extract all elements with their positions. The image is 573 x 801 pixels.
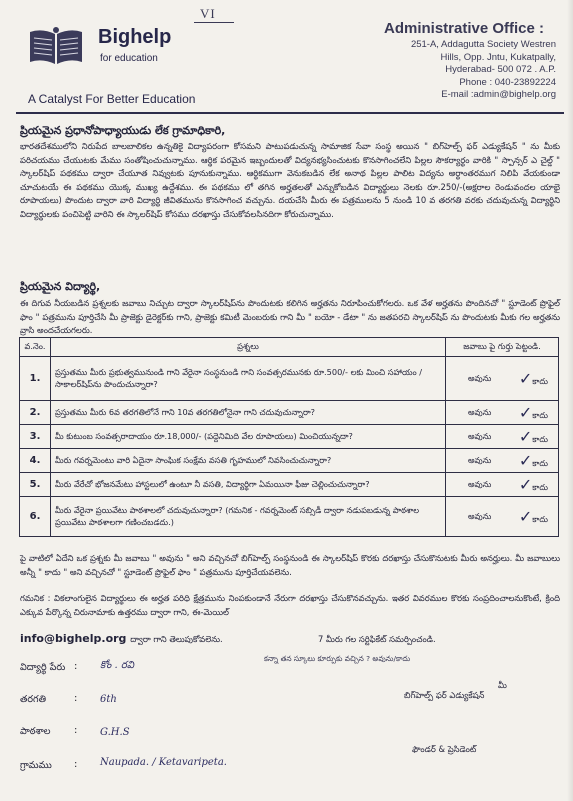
answer-cell[interactable] bbox=[446, 473, 559, 497]
checkmark-icon: ✓ bbox=[518, 427, 533, 446]
no-option[interactable]: కాదు bbox=[532, 482, 548, 492]
bighelp-logo bbox=[24, 16, 88, 72]
question-text: మీరు వేరైనా ప్రయివేటు పాఠశాలలో చదువుచున్నారా? (గమనిక - గవర్నమెంట్ సబ్సిడీ ద్వారా నడుపబడున్న పాఠశాల ప్రయివేటు పాఠశాలగా గణించబడదు.) bbox=[51, 497, 446, 537]
village-value[interactable]: Naupada. / Ketavaripeta. bbox=[100, 757, 227, 768]
student-name-value[interactable]: కోం . రవి bbox=[100, 660, 134, 671]
office-address-block bbox=[384, 20, 564, 102]
row-number: 4. bbox=[20, 449, 51, 473]
instruction-paragraph: ఈ దిగువ నీయబడిన ప్రశ్నలకు జవాబు నిచ్చుట ద్వారా స్కాలర్‌షిప్‌ను పొందుటకు కలిగిన అర్హతను నిరూపించుకోగలరు. ఒక వేళ అర్హతను పొందినచో " స్టూడెంట్ ప్రొఫైల్ ఫాం " పత్రమును పూర్తిచేసి మీ ప్రాజెక్టు డైరెక్టర్‌కు గాని, ప్రాజెక్టు కమిటీ మెంబరుకు గాని మీ " బయో - డేటా " ను జతపరచి స్కాలర్‌షిప్ ను పొందుటకు మీకు గల అర్హతను వ్రాసి అందచేయగలరు. bbox=[20, 298, 560, 336]
table-header-row bbox=[20, 338, 559, 357]
answer-cell[interactable] bbox=[446, 425, 559, 449]
scan-shadow bbox=[567, 0, 573, 801]
checkmark-icon: ✓ bbox=[518, 451, 533, 470]
signature-founder: ఫౌండర్ & ప్రెసిడెంట్ bbox=[412, 744, 477, 754]
signature-yours: మీ bbox=[498, 680, 507, 690]
answer-cell[interactable] bbox=[446, 357, 559, 401]
info-email-link[interactable]: info@bighelp.org bbox=[20, 632, 127, 645]
intro-paragraph: భారతదేశములోని నిరుపేద బాలబాలికల ఉన్నతికై విద్యాపరంగా కోసమని పాటుపడుచున్న సామాజిక సేవా సంస్థ అయిన " బిగ్‌హెల్ప్ ఫర్ ఎడ్యుకేషన్ " ను మీకు పరిచయము చేయుటకు మేము సంతోషించుచున్నాము. ఆర్థిక పరమైన ఇబ్బందులతో విద్యనభ్యసించుటకు కొనసాగించలేని పిల్లల సౌకర్యార్థం వారికి " స్పాన్సర్ ఎ చైల్డ్ " స్కాలర్‌షిప్ పథకము ద్వారా చేయూత నివ్వుటకు పూనుకున్నాము. ఆర్థికముగా వెనుకబడిన లేక అనాథ పిల్లల పాలిట విద్యను అర్థాంతరముగ నిలిపి వేయకుండా చూచుటయే ఈ పథకము యొక్క ముఖ్య ఉద్దేశము. ఈ పథకము లో తగిన అర్హతలతో ఎన్నుకోబడిన విద్యార్థులు నెలకు రూ.250/-(అక్షరాల రెండువందల యాభై రూపాయలు) పొందుట ద్వారా వారి విద్యార్థి జీవితమును కొనసాగించ వచ్చును. దయచేసి మీరు ఈ పత్రములను 5 నుండి 10 వ తరగతి వరకు చదువుచున్న విద్యార్థిని విద్యార్థులకు పంచిపెట్టి వారిని ఈ స్కాలర్‌షిప్ కోసము దరఖాస్తు చేసుకోవలసినదిగా కోరుచున్నాము. bbox=[20, 141, 560, 219]
numeral-underline bbox=[194, 22, 234, 23]
open-book-icon bbox=[28, 26, 84, 66]
row-number: 6. bbox=[20, 497, 51, 537]
colon: : bbox=[74, 661, 78, 672]
no-option[interactable]: కాదు bbox=[532, 434, 548, 444]
header-questions: ప్రశ్నలు bbox=[51, 338, 446, 357]
table-row bbox=[20, 401, 559, 425]
table-row bbox=[20, 357, 559, 401]
table-row bbox=[20, 425, 559, 449]
answer-cell[interactable] bbox=[446, 401, 559, 425]
question-text: మీరు గవర్నమెంటు వారి ఏదైనా సాంఘిక సంక్షేమ వసతి గృహములో నివసించుచున్నారా? bbox=[51, 449, 446, 473]
signature-organization: బిగ్‌హెల్ప్ ఫర్ ఎడ్యుకేషన్ bbox=[404, 690, 485, 700]
question-text: ప్రస్తుతము మీరు ప్రభుత్వమునుండి గాని వేరైనా సంస్థనుండి గాని సంవత్సరమునకు రూ.500/- లకు మించి సహాయం / సాకాలర్‌షిప్‌ను పొందుచున్నారా? bbox=[51, 357, 446, 401]
village-label: గ్రామము bbox=[20, 760, 52, 771]
student-name-label: విద్యార్థి పేరు bbox=[20, 662, 66, 673]
office-line: Hyderabad- 500 072 . A.P. bbox=[445, 64, 556, 76]
question-text: మీ కుటుంబ సంవత్సరాదాయం రూ.18,000/- (పద్దెనిమిది వేల రూపాయలు) మించియున్నదా? bbox=[51, 425, 446, 449]
header-divider bbox=[16, 112, 564, 114]
no-option[interactable]: కాదు bbox=[532, 376, 548, 386]
salutation-student: ప్రియమైన విద్యార్థి, bbox=[20, 280, 101, 293]
question-text: మీరు వేరేచో భోజనమేటు హాస్టలులో ఉంటూ నీ వసతి, విద్యార్థిగా ఏమయినా ఫీజు చెల్లించుచున్నారా? bbox=[51, 473, 446, 497]
office-email: E-mail :admin@bighelp.org bbox=[441, 89, 556, 101]
checkmark-icon: ✓ bbox=[518, 403, 533, 422]
tagline: A Catalyst For Better Education bbox=[28, 92, 196, 106]
ineligibility-paragraph: పై వాటిలో ఏదేని ఒక ప్రశ్నకు మీ జవాబు " అవును " అని వచ్చినచో బిగ్‌హెల్ప్ సంస్థనుండి ఈ స్కాలర్‌షిప్ కొరకు దరఖాస్తు చేసుకొనుటకు మీరు అనర్హులు. మీ జవాబులు అన్నీ " కాదు " అని వచ్చినచో " స్టూడెంట్ ప్రొఫైల్ ఫాం " పత్రమును పూర్తిచేయవలెను. bbox=[20, 553, 560, 577]
certificate-note: 7 మీరు గల సర్టిఫికేట్ సమర్పించండి. bbox=[318, 634, 436, 644]
checkmark-icon: ✓ bbox=[518, 475, 533, 494]
contact-line bbox=[20, 632, 223, 647]
yes-option[interactable]: అవును bbox=[468, 454, 492, 465]
row-number: 3. bbox=[20, 425, 51, 449]
yes-option[interactable]: అవును bbox=[468, 372, 492, 383]
colon: : bbox=[74, 725, 78, 736]
table-row bbox=[20, 473, 559, 497]
no-option[interactable]: కాదు bbox=[532, 410, 548, 420]
colon: : bbox=[74, 759, 78, 770]
class-value[interactable]: 6th bbox=[100, 694, 117, 705]
yes-option[interactable]: అవును bbox=[468, 478, 492, 489]
yes-option[interactable]: అవును bbox=[468, 430, 492, 441]
office-line: 251-A, Addagutta Society Westren bbox=[410, 39, 556, 50]
office-phone: Phone : 040-23892224 bbox=[459, 76, 556, 88]
salutation-headmaster: ప్రియమైన ప్రధానోపాధ్యాయుడు లేక గ్రామాధికారి, bbox=[20, 124, 226, 137]
table-row bbox=[20, 497, 559, 537]
table-row bbox=[20, 449, 559, 473]
row-number: 2. bbox=[20, 401, 51, 425]
question-text: ప్రస్తుతము మీరు 6వ తరగతిలోనే గాని 10వ తరగతిలోనైనా గాని చదువుచున్నారా? bbox=[51, 401, 446, 425]
yes-option[interactable]: అవును bbox=[468, 510, 492, 521]
header-serial: వ.నెం. bbox=[20, 338, 51, 357]
note-paragraph: గమనిక : వికలాంగులైన విద్యార్థులు ఈ అర్హత పరిధి క్షేత్రమును నింపకుండానే నేరుగా దరఖాస్తు చేసుకొనవచ్చును. ఇతర వివరముల కొరకు సంప్రదించాలనుకొంటే, క్రింది ఎక్కువ పేర్కొన్న చిరునామాకు ఉత్తరము ద్వారా గాని, ఈ-మెయిల్ bbox=[20, 593, 560, 617]
class-label: తరగతి bbox=[20, 694, 46, 705]
yes-option[interactable]: అవును bbox=[468, 406, 492, 417]
school-value[interactable]: G.H.S bbox=[100, 727, 130, 738]
page-roman-numeral: VI bbox=[200, 6, 216, 21]
office-title: Administrative Office : bbox=[384, 20, 545, 37]
eligibility-table bbox=[19, 337, 559, 537]
row-number: 5. bbox=[20, 473, 51, 497]
row-number: 1. bbox=[20, 357, 51, 401]
brand-subtitle: for education bbox=[100, 53, 158, 64]
school-label: పాఠశాల bbox=[20, 726, 51, 737]
checkmark-icon: ✓ bbox=[518, 507, 533, 526]
header-answer: జవాబు పై గుర్తు పెట్టండి. bbox=[446, 338, 559, 357]
handwritten-note: కన్నా తన స్కూలు కూర్పుకు వచ్చిన ? అవును/కాదు bbox=[264, 654, 411, 663]
checkmark-icon: ✓ bbox=[518, 369, 533, 388]
no-option[interactable]: కాదు bbox=[532, 458, 548, 468]
answer-cell[interactable] bbox=[446, 449, 559, 473]
no-option[interactable]: కాదు bbox=[532, 514, 548, 524]
office-line: Hills, Opp. Jntu, Kukatpally, bbox=[440, 51, 556, 63]
answer-cell[interactable] bbox=[446, 497, 559, 537]
contact-rest: ద్వారా గాని తెలుపుకోవలెను. bbox=[130, 634, 223, 644]
colon: : bbox=[74, 693, 78, 704]
brand-name: Bighelp bbox=[98, 26, 172, 48]
